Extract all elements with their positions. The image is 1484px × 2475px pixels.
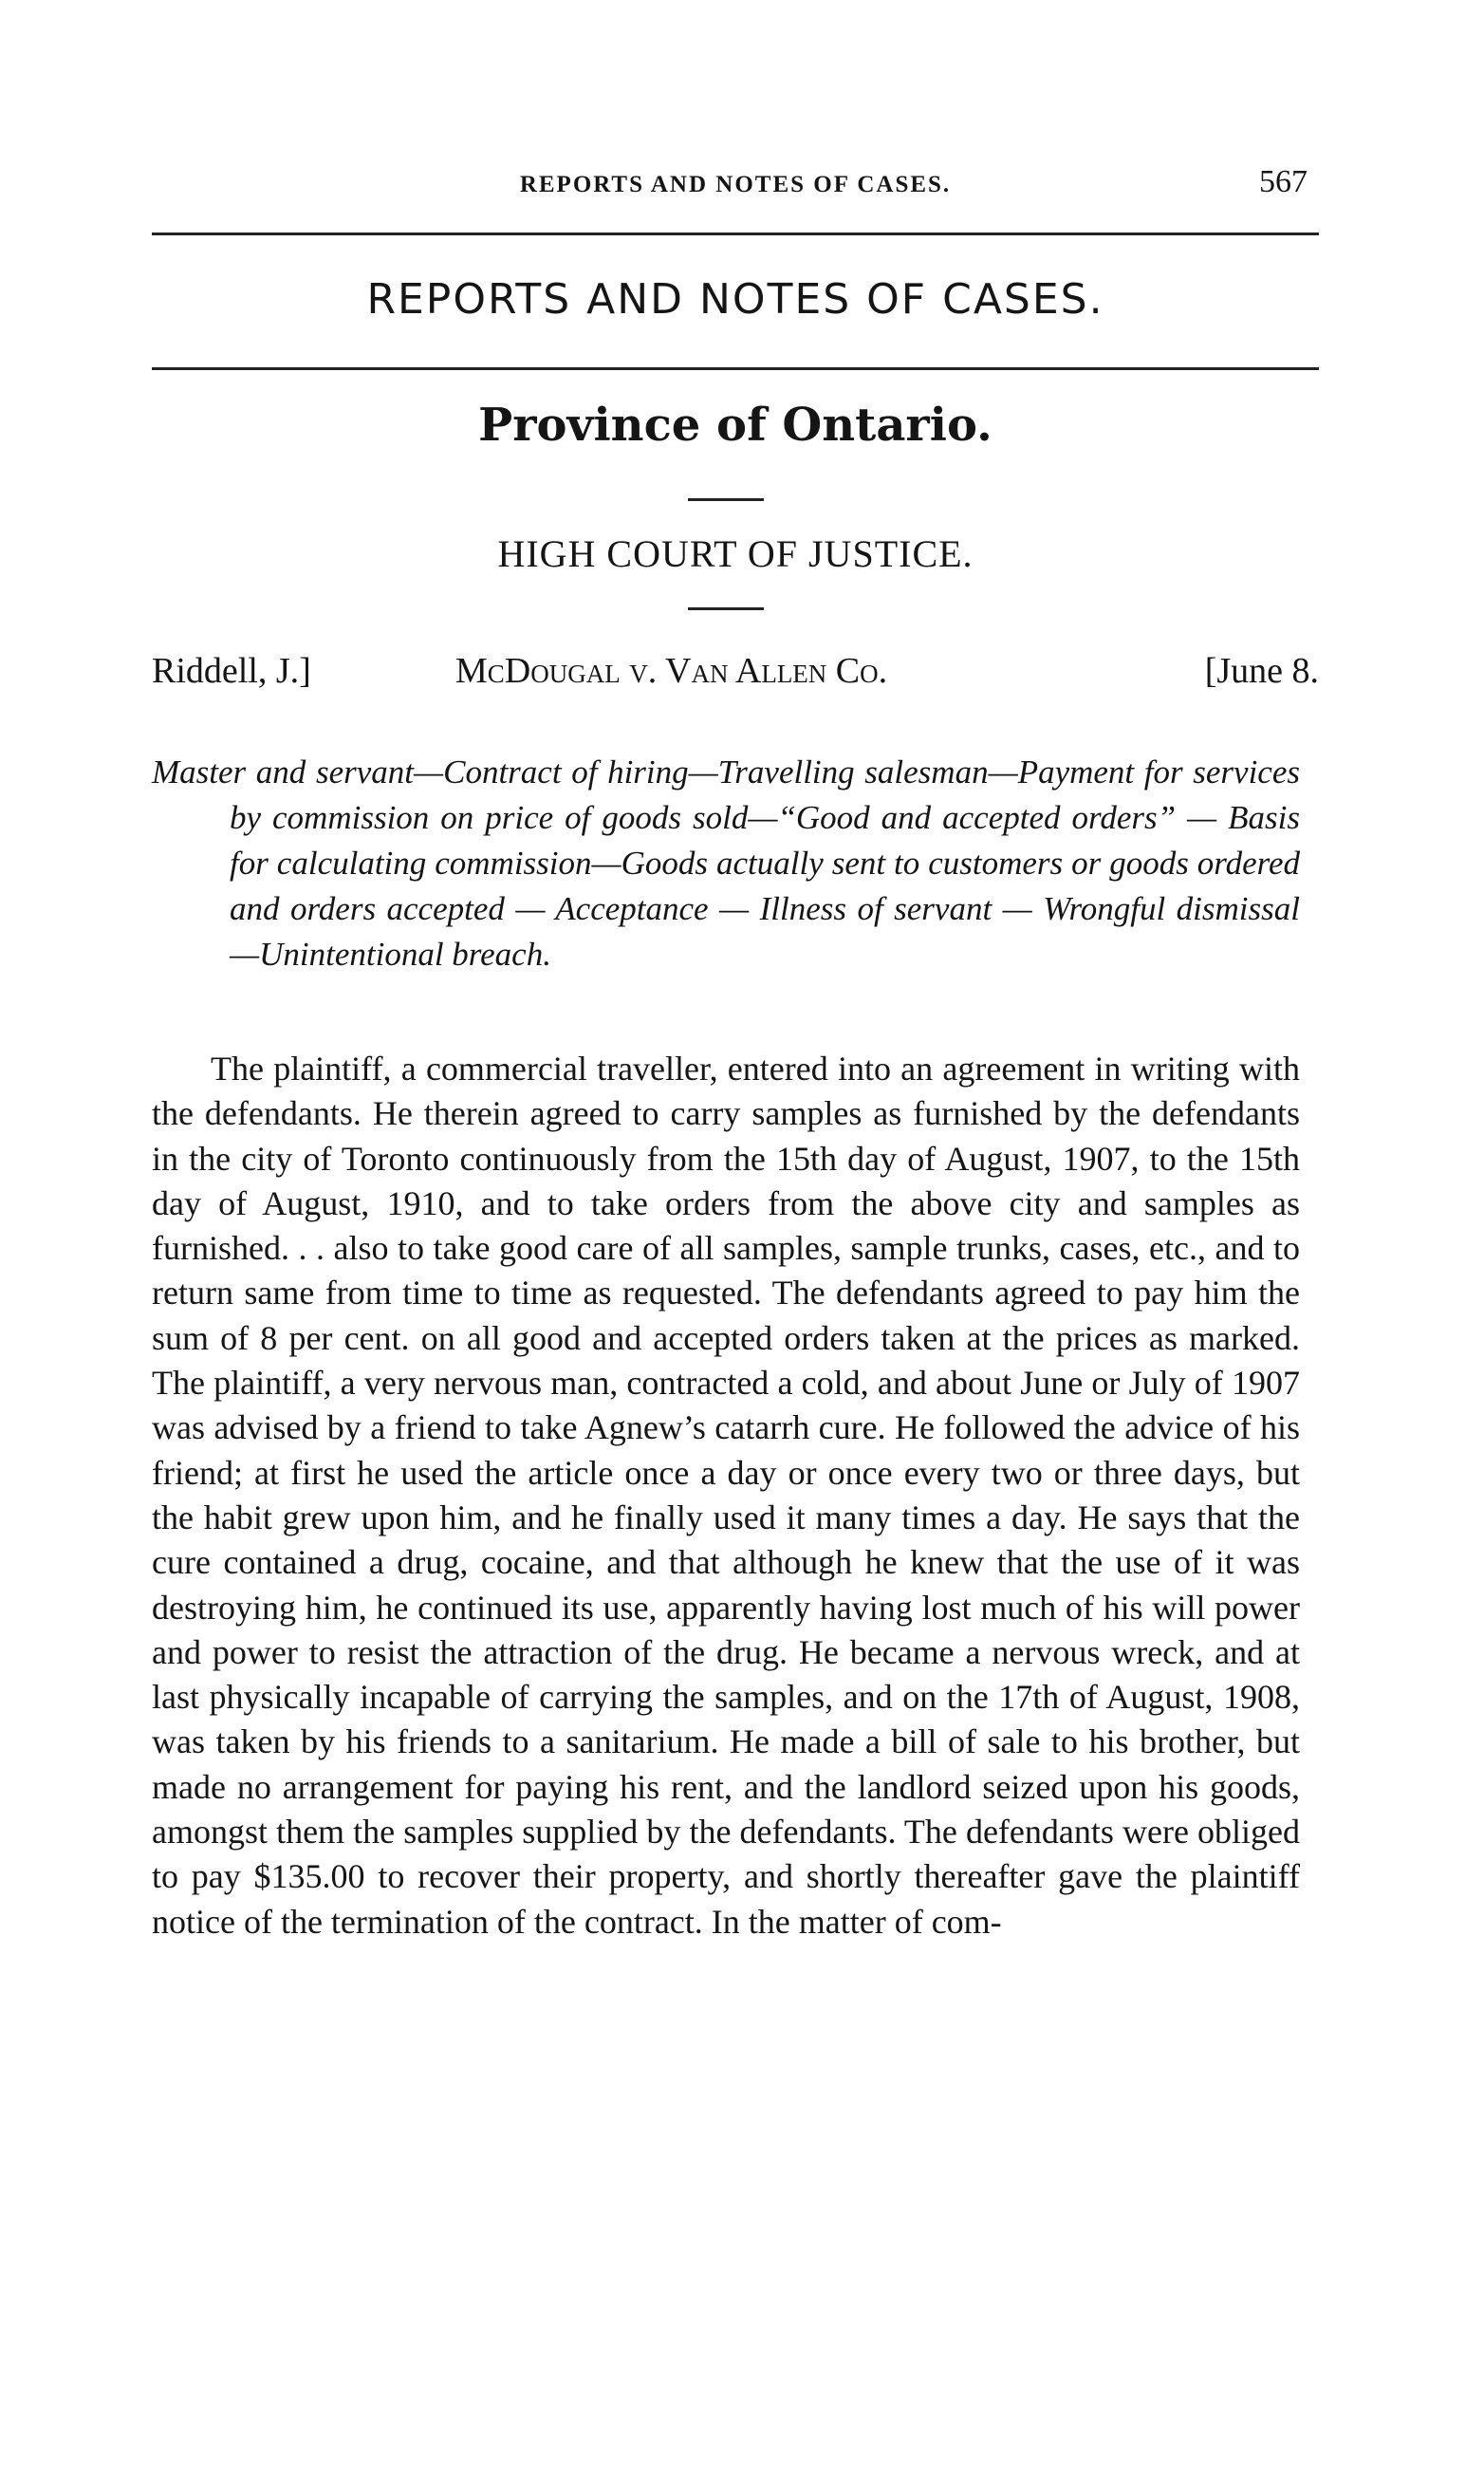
province-heading: Province of Ontario. [478,399,992,452]
court-heading: HIGH COURT OF JUSTICE. [497,532,974,575]
case-date: [June 8. [1204,651,1319,691]
running-title: REPORTS AND NOTES OF CASES. [519,172,952,197]
running-head [152,166,1319,214]
case-caption [152,650,1319,698]
body-paragraph: The plaintiff, a commercial traveller, entered into an agreement in writing with the defendants. He therein agreed to carry samples as furnished by the defendants in the city of Toronto continuously from the 15th day of August, 1907, to the 15th day of August, 1910, and to take orders from the above city and samples as furnished. . . also to take good care of all samples, sample trunks, cases, etc., and to return same from time to time as requested. The defendants agreed to pay him the sum of 8 per cent. on all good and accepted orders taken at the prices as marked. The plaintiff, a very nervous man, contracted a cold, and about June or July of 1907 was advised by a friend to take Agnew’s catarrh cure. He followed the advice of his friend; at first he used the article once a day or once every two or three days, but the habit grew upon him, and he finally used it many times a day. He says that the cure contained a drug, cocaine, and that although he knew that the use of it was destroying him, he continued its use, apparently having lost much of his will power and power to resist the attraction of the drug. He became a nervous wreck, and at last physically incapable of carrying the samples, and on the 17th of August, 1908, was taken by his friends to a sanitarium. He made a bill of sale to his brother, but made no arrangement for paying his rent, and the landlord seized upon his goods, amongst them the samples supplied by the defendants. The defendants were obliged to pay $135.00 to recover their property, and shortly thereafter gave the plaintiff notice of the termination of the contract. In the matter of com- [152,1050,1300,1941]
section-title: REPORTS AND NOTES OF CASES. [366,275,1104,324]
case-name: McDougal v. Van Allen Co. [455,651,888,691]
header-rule [152,233,1319,235]
section-rule [152,367,1319,370]
document-page [152,0,1319,2475]
judge-name: Riddell, J.] [152,651,311,691]
headnote: Master and servant—Contract of hiring—Travelling salesman—Payment for services by commission on price of goods sold—“Good and accepted orders” — Basis for calculating commission—Goods actually sent to customers or goods ordered and orders accepted — Acceptance — Illness of servant — Wrongful dismissal—Unintentional breach. [152,754,1300,973]
short-divider [688,607,764,610]
short-divider [688,498,764,501]
page-number: 567 [1259,164,1308,199]
